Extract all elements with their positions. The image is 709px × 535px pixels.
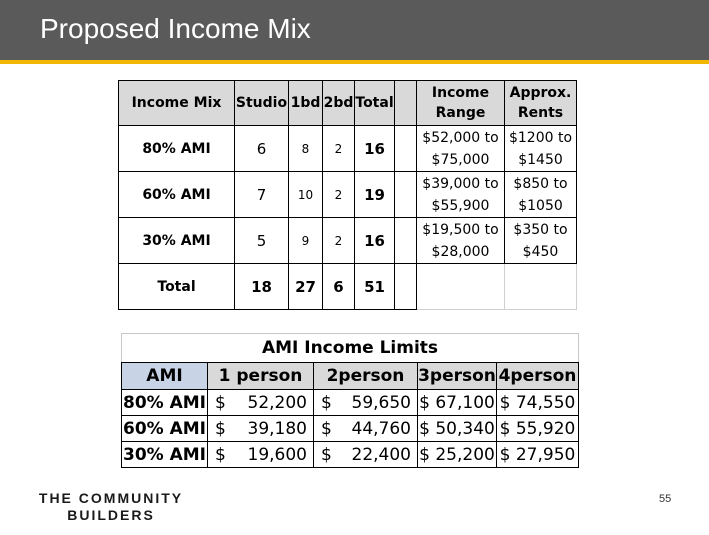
header-1bd: 1bd [289,81,323,126]
ami-4-person-value: $ 55,920 [497,416,579,442]
row-label: 80% AMI [119,126,235,172]
ami-1-person-value [208,416,314,442]
studio-count: 7 [235,172,289,218]
ami-income-limits-table [121,333,579,468]
two-bd-count: 2 [323,126,355,172]
approx-rents [505,218,577,264]
amount: 39,180 [247,418,307,439]
total-row [119,264,577,310]
ami-header-4-person: 4person [497,363,579,390]
page-number: 55 [659,493,672,505]
studio-count: 6 [235,126,289,172]
header-income-range-line2: Range [435,105,486,121]
currency-symbol: $ [215,393,226,413]
table-row [122,416,579,442]
ami-2-person-value [314,442,418,468]
header-2bd: 2bd [323,81,355,126]
two-bd-count: 2 [323,218,355,264]
logo-line1: THE COMMUNITY [38,490,184,506]
approx-rents [505,172,577,218]
rents-line1: $350 to [513,221,568,238]
header-studio: Studio [235,81,289,126]
income-range-line1: $52,000 to [422,129,499,146]
rents-line1: $1200 to [508,129,573,146]
ami-2-person-value [314,390,418,416]
header-rents-line2: Rents [517,105,564,121]
ami-table-caption: AMI Income Limits [122,334,579,363]
row-label: 60% AMI [119,172,235,218]
ami-1-person-value [208,390,314,416]
empty-cell [417,264,505,310]
table-row [122,442,579,468]
studio-count: 5 [235,218,289,264]
header-gap [395,81,417,126]
one-bd-count: 8 [289,126,323,172]
gap-cell [395,126,417,172]
rents-line2: $1050 [518,197,563,214]
ami-header-3-person: 3person [418,363,497,390]
ami-row-label: 30% AMI [122,442,208,468]
income-range [417,218,505,264]
currency-symbol: $ [321,445,332,465]
amount: 19,600 [247,444,307,465]
total-row-label: Total [119,264,235,310]
amount: 52,200 [247,392,307,413]
approx-rents [505,126,577,172]
rents-line2: $1450 [518,151,563,168]
income-range-line2: $55,900 [431,197,490,214]
header-income-range [417,81,505,126]
header-total: Total [355,81,395,126]
ami-3-person-value: $ 25,200 [418,442,497,468]
total-count: 16 [355,218,395,264]
one-bd-count: 9 [289,218,323,264]
income-range-line2: $75,000 [431,151,490,168]
header-rents-line1: Approx. [509,85,572,101]
one-bd-count: 10 [289,172,323,218]
currency-symbol: $ [321,419,332,439]
ami-3-person-value: $ 67,100 [418,390,497,416]
ami-4-person-value: $ 74,550 [497,390,579,416]
ami-row-label: 80% AMI [122,390,208,416]
table-row [119,126,577,172]
studio-total: 18 [235,264,289,310]
one-bd-total: 27 [289,264,323,310]
currency-symbol: $ [215,419,226,439]
income-range [417,172,505,218]
table-header-row [119,81,577,126]
ami-3-person-value: $ 50,340 [418,416,497,442]
income-range-line2: $28,000 [431,243,490,260]
header-income-range-line1: Income [431,85,490,101]
title-bar [0,0,709,64]
empty-cell [505,264,577,310]
total-count: 19 [355,172,395,218]
currency-symbol: $ [215,445,226,465]
total-count: 16 [355,126,395,172]
ami-2-person-value [314,416,418,442]
ami-1-person-value [208,442,314,468]
amount: 59,650 [351,392,411,413]
the-community-builders-logo [36,490,186,524]
income-range-line1: $39,000 to [422,175,499,192]
income-range [417,126,505,172]
ami-row-label: 60% AMI [122,416,208,442]
gap-cell [395,218,417,264]
ami-header-2-person: 2person [314,363,418,390]
amount: 22,400 [351,444,411,465]
gap-cell [395,264,417,310]
logo-line2: BUILDERS [67,507,155,523]
ami-header-row [122,363,579,390]
table-row [122,390,579,416]
income-range-line1: $19,500 to [422,221,499,238]
slide-title: Proposed Income Mix [40,13,311,44]
ami-header-ami: AMI [122,363,208,390]
gap-cell [395,172,417,218]
header-approx-rents [505,81,577,126]
rents-line2: $450 [522,243,559,260]
row-label: 30% AMI [119,218,235,264]
two-bd-total: 6 [323,264,355,310]
currency-symbol: $ [321,393,332,413]
two-bd-count: 2 [323,172,355,218]
income-mix-table [118,80,577,310]
header-income-mix: Income Mix [119,81,235,126]
ami-header-1-person: 1 person [208,363,314,390]
grand-total: 51 [355,264,395,310]
ami-4-person-value: $ 27,950 [497,442,579,468]
table-row [119,172,577,218]
amount: 44,760 [351,418,411,439]
table-row [119,218,577,264]
rents-line1: $850 to [513,175,568,192]
